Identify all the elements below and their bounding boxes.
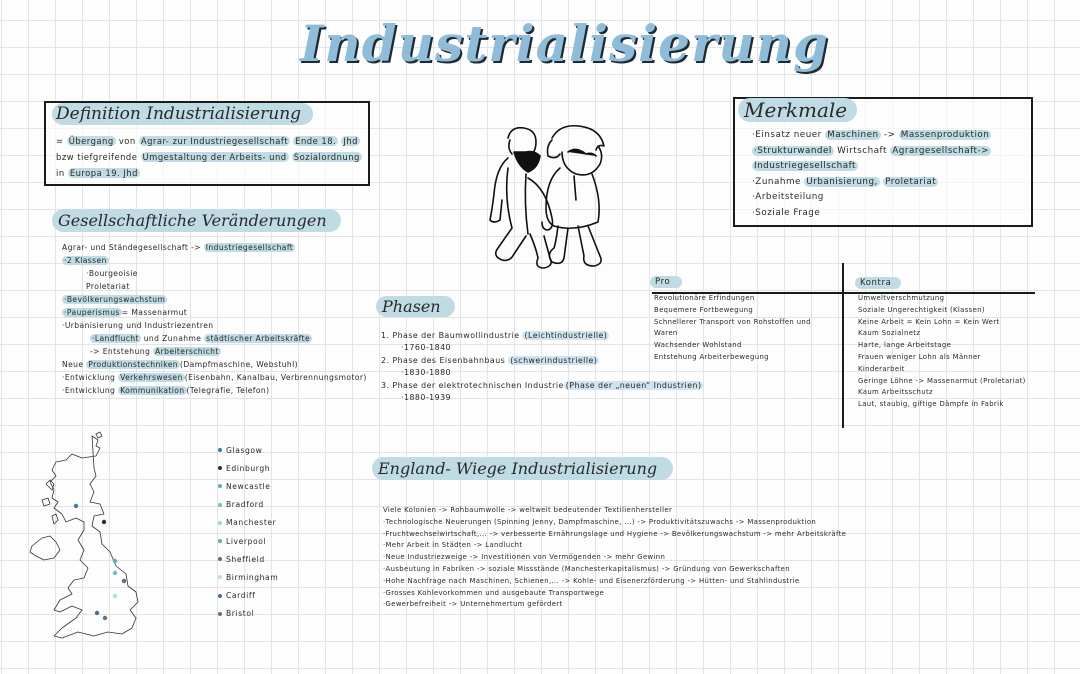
highlighted-term: ·Strukturwandel (754, 145, 832, 156)
merkmale-heading: Merkmale (738, 98, 857, 122)
gesellschaft-item (62, 384, 367, 397)
gesellschaft-item (62, 319, 367, 332)
pro-item: Revolutionäre Erfindungen (654, 294, 755, 302)
phase-title: 1. Phase der Baumwollindustrie (381, 331, 523, 340)
highlighted-term: Produktionstechniken (88, 360, 179, 369)
kontra-item: Kinderarbeit (858, 364, 905, 373)
page-title: Industrialisierung (300, 14, 829, 73)
legend-item (218, 550, 278, 568)
highlighted-term: Kommunikation (120, 386, 185, 395)
kontra-item: Laut, staubig, giftige Dämpfe in Fabrik (858, 400, 1004, 409)
legend-dot-icon (218, 539, 222, 543)
kontra-item: Soziale Ungerechtigkeit (Klassen) (858, 305, 985, 314)
city-marker-icon (95, 611, 99, 615)
kontra-item: Geringe Löhne -> Massenarmut (Proletariat) (858, 376, 1026, 385)
merkmal-text: ·Soziale Frage (752, 207, 821, 218)
merkmal-item (752, 159, 991, 175)
england-item: Viele Kolonien -> Rohbaumwolle -> weltweit bedeutender Textilienhersteller (383, 506, 673, 514)
highlighted-term: Massenproduktion (900, 130, 990, 140)
gesellschaft-item (62, 306, 367, 319)
legend-item (218, 459, 278, 477)
highlighted-term: Sozialordnung (293, 152, 360, 162)
gesellschaft-item (62, 293, 367, 306)
legend-city-label: Edinburgh (226, 463, 271, 473)
legend-item (218, 587, 278, 605)
pro-item: Entstehung Arbeiterbewegung (654, 352, 769, 361)
legend-dot-icon (218, 557, 222, 561)
kontra-item: Frauen weniger Lohn als Männer (858, 352, 981, 361)
england-item: ·Grosses Kohlevorkommen und ausgebaute Transportwege (383, 588, 605, 597)
highlighted-term: Proletariat (885, 176, 937, 187)
gesellschaft-item (62, 280, 367, 293)
gesellschaft-heading: Gesellschaftliche Veränderungen (52, 209, 341, 232)
england-item: ·Neue Industriezweige -> Investitionen von Vermögenden -> mehr Gewinn (383, 553, 666, 562)
highlighted-term: Maschinen (827, 130, 879, 140)
legend-item (218, 568, 278, 586)
kontra-item: Kaum Sozialnetz (858, 329, 921, 338)
phase-tag: (schwerindustrielle) (510, 355, 598, 365)
gesellschaft-item (62, 254, 367, 267)
highlighted-term: ·Landflucht (92, 334, 139, 343)
legend-item (218, 477, 278, 495)
merkmal-text: ·Zunahme (752, 176, 805, 187)
highlighted-term: Agrargesellschaft-> (892, 145, 990, 156)
city-marker-icon (122, 579, 126, 583)
phase-years: ·1760-1840 (401, 343, 452, 353)
city-marker-icon (102, 520, 106, 524)
merkmal-item (752, 144, 991, 160)
gesellschaft-text: Neue (62, 360, 87, 369)
phase-item (381, 380, 703, 392)
highlighted-term: Europa 19. Jhd (69, 168, 138, 178)
highlighted-term: Verkehrswesen (120, 373, 183, 382)
gesellschaft-item (62, 267, 367, 280)
legend-dot-icon (218, 466, 222, 470)
gesellschaft-text: und Zunahme (140, 334, 205, 343)
phasen-heading: Phasen (376, 296, 455, 317)
gesellschaft-text: (Telegrafie, Telefon) (186, 386, 270, 395)
england-item: ·Hohe Nachfrage nach Maschinen, Schienen,... -> Kohle- und Eisenerzförderung -> Hütten- und Stahlindustrie (383, 576, 800, 585)
legend-dot-icon (218, 594, 222, 598)
phase-title: 3. Phase der elektrotechnischen Industrie (381, 380, 564, 390)
phase-years: ·1830-1880 (401, 368, 452, 378)
legend-dot-icon (218, 521, 222, 525)
highlighted-term: Arbeiterschicht (154, 347, 219, 356)
legend-dot-icon (218, 612, 222, 616)
highlighted-term: Urbanisierung, (806, 176, 878, 187)
pro-item: Bequemere Fortbewegung (654, 305, 754, 314)
gesellschaft-text: ·Entwicklung (62, 386, 119, 395)
definition-heading: Definition Industrialisierung (52, 103, 313, 125)
gesellschaft-text: = Massenarmut (121, 308, 188, 317)
kontra-list (858, 293, 1026, 411)
legend-dot-icon (218, 448, 222, 452)
merkmal-item (752, 128, 991, 144)
gesellschaft-item (62, 371, 367, 384)
pro-kontra-divider-vertical (842, 263, 844, 428)
legend-city-label: Sheffield (226, 554, 265, 564)
uk-map (22, 430, 162, 642)
city-marker-icon (74, 504, 78, 508)
definition-text-part: von (115, 136, 139, 146)
map-legend (218, 441, 278, 623)
merkmal-text: -> (880, 130, 899, 140)
england-item: ·Technologische Neuerungen (Spinning Jenny, Dampfmaschine, ...) -> Produktivitätszuwachs -> Massenproduktion (383, 517, 817, 526)
legend-city-label: Birmingham (226, 572, 279, 582)
gesellschaft-text: -> Entstehung (90, 347, 153, 356)
definition-text-part: in (56, 168, 68, 178)
gesellschaft-text: ·Urbanisierung und Industriezentren (62, 321, 214, 330)
highlighted-term: städtischer Arbeitskräfte (206, 334, 311, 343)
legend-city-label: Bristol (226, 609, 255, 619)
highlighted-term: Jhd (343, 136, 359, 146)
gesellschaft-item (62, 332, 367, 345)
definition-text-part: = (56, 136, 67, 146)
phase-years: ·1880-1939 (401, 393, 452, 403)
city-marker-icon (113, 559, 117, 563)
england-item: ·Ausbeutung in Fabriken -> soziale Missstände (Manchesterkapitalismus) -> Gründung von Gewerkschaften (383, 564, 790, 573)
legend-city-label: Liverpool (226, 536, 267, 546)
gesellschaft-text: ·Entwicklung (62, 373, 119, 382)
phase-tag: (Leichtindustrielle) (524, 331, 608, 340)
england-item: ·Gewerbefreiheit -> Unternehmertum gefördert (383, 600, 563, 609)
gesellschaft-text: Proletariat (86, 282, 130, 291)
pro-list (654, 293, 811, 364)
merkmal-text: ·Einsatz neuer (752, 130, 826, 140)
legend-dot-icon (218, 503, 222, 507)
gesellschaft-list (62, 241, 367, 397)
england-item: ·Mehr Arbeit in Städten -> Landlucht (383, 541, 523, 550)
gesellschaft-text: (Eisenbahn, Kanalbau, Verbrennungsmotor) (184, 373, 367, 382)
phase-tag: (Phase der „neuen“ Industrien) (565, 380, 702, 390)
gesellschaft-item (62, 345, 367, 358)
phase-title: 2. Phase des Eisenbahnbaus (381, 355, 509, 365)
highlighted-term: Industriegesellschaft (205, 243, 294, 252)
kontra-item: Harte, lange Arbeitstage (858, 341, 952, 350)
highlighted-term: Umgestaltung der Arbeits- und (142, 152, 287, 162)
pro-label: Pro (650, 276, 682, 288)
legend-city-label: Bradford (226, 500, 264, 510)
legend-dot-icon (218, 484, 222, 488)
city-marker-icon (113, 571, 117, 575)
kontra-item: Keine Arbeit = Kein Lohn = Kein Wert (858, 317, 1000, 326)
legend-city-label: Cardiff (226, 591, 256, 601)
merkmal-text: ·Arbeitsteilung (752, 192, 824, 202)
gesellschaft-text: ·Bourgeoisie (86, 269, 138, 278)
merkmal-item (752, 175, 991, 191)
highlighted-term: ·2 Klassen (64, 256, 107, 265)
legend-item (218, 496, 278, 514)
gesellschaft-text: (Dampfmaschine, Webstuhl) (180, 360, 298, 369)
legend-item (218, 441, 278, 459)
legend-city-label: Newcastle (226, 481, 271, 491)
highlighted-term: Agrar- zur Industriegesellschaft (140, 136, 288, 146)
merkmale-list (752, 128, 991, 221)
marx-engels-illustration (478, 118, 618, 273)
definition-text-part: bzw tiefgreifende (56, 152, 141, 162)
kontra-label: Kontra (855, 277, 901, 289)
pro-item: Wachsender Wohlstand (654, 341, 742, 350)
england-heading: England- Wiege Industrialisierung (372, 457, 673, 480)
pro-item: Waren (654, 329, 678, 338)
merkmal-text: Wirtschaft (833, 145, 891, 156)
gesellschaft-item (62, 241, 367, 254)
merkmal-item (752, 190, 991, 206)
city-marker-icon (113, 594, 117, 598)
highlighted-term: ·Bevölkerungswachstum (64, 295, 166, 304)
city-marker-icon (103, 616, 107, 620)
legend-item (218, 514, 278, 532)
kontra-item: Umweltverschmutzung (858, 294, 945, 302)
legend-city-label: Glasgow (226, 445, 263, 455)
legend-item (218, 605, 278, 623)
highlighted-term: ·Pauperismus (64, 308, 120, 317)
gesellschaft-text: Agrar- und Ständegesellschaft -> (62, 243, 204, 252)
highlighted-term: Übergang (68, 136, 114, 146)
highlighted-term: Ende 18. (295, 136, 337, 146)
legend-dot-icon (218, 575, 222, 579)
legend-city-label: Manchester (226, 518, 277, 528)
legend-item (218, 532, 278, 550)
england-item: ·Fruchtwechselwirtschaft,... -> verbesserte Ernährungslage und Hygiene -> Bevölkerungswachstum -> mehr Arbeitskräfte (383, 529, 847, 538)
gesellschaft-item (62, 358, 367, 371)
pro-item: Schnellerer Transport von Rohstoffen und (654, 317, 811, 326)
kontra-item: Kaum Arbeitsschutz (858, 388, 933, 397)
definition-text (56, 133, 371, 181)
merkmal-item (752, 206, 991, 222)
highlighted-term: Industriegesellschaft (754, 161, 856, 171)
england-list (383, 505, 846, 611)
